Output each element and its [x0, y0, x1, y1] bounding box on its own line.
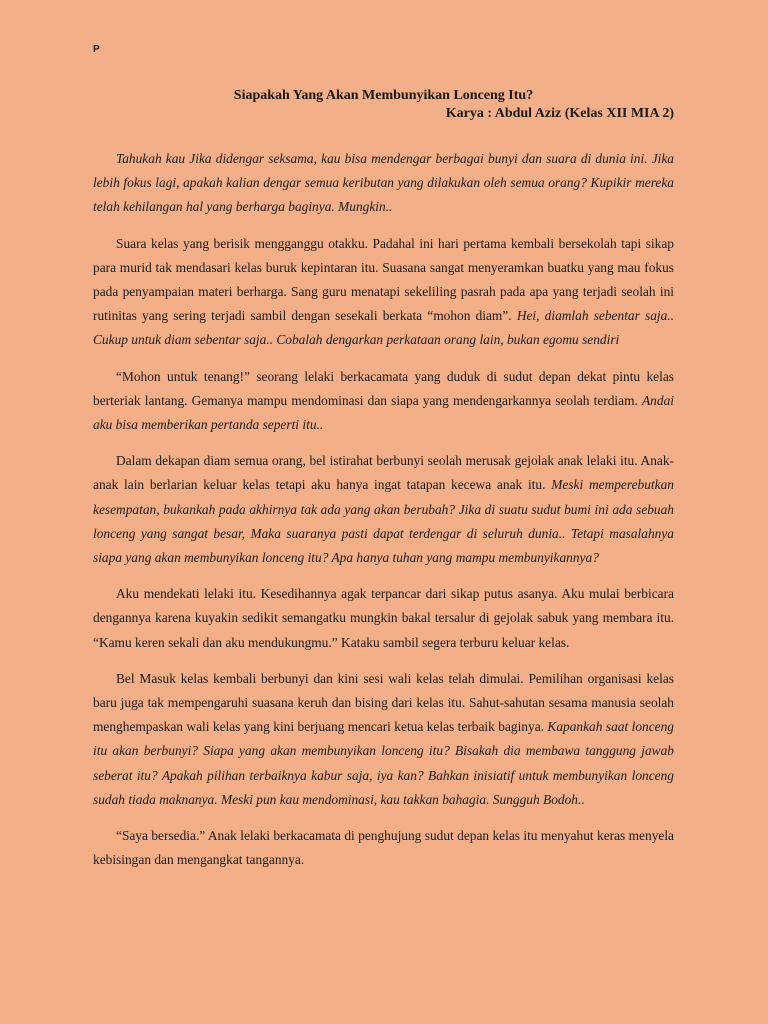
page-marker: P — [93, 44, 100, 55]
paragraph-2-italic: Hei, diamlah sebentar saja.. Cukup untuk diam sebentar saja.. Cobalah dengarkan perkataan orang lain, bukan egomu sendiri — [93, 308, 674, 348]
paragraph-3-text: “Mohon untuk tenang!” seorang lelaki berkacamata yang duduk di sudut depan dekat pintu kelas berteriak lantang. Gemanya mampu mendominasi dan siapa yang mendengarkannya seolah terdiam. — [93, 368, 674, 408]
document-page — [93, 0, 674, 1024]
story-title: Siapakah Yang Akan Membunyikan Lonceng Itu? — [233, 88, 534, 103]
paragraph-4-italic: Meski memperebutkan kesempatan, bukankah pada akhirnya tak ada yang akan berubah? Jika di suatu sudut bumi ini ada sebuah lonceng yang sangat besar, Maka suaranya pasti dapat terdengar di seluruh dunia.. Tetapi masalahnya siapa yang akan membunyikan lonceng itu? Apa hanya tuhan yang mampu membunyikannya? — [93, 477, 674, 566]
paragraph-4 — [93, 449, 674, 570]
paragraph-2 — [93, 232, 674, 353]
paragraph-2-text: Suara kelas yang berisik mengganggu otakku. Padahal ini hari pertama kembali bersekolah tapi sikap para murid tak mendasari kelas buruk kepintaran itu. Suasana sangat menyeramkan buatku yang mau fokus pada penyampaian materi berharga. Sang guru menatapi sekeliling pasrah pada apa yang terjadi seolah ini rutinitas yang sering terjadi sambil dengan sesekali berkata “mohon diam”. — [93, 235, 674, 324]
paragraph-4-text: Dalam dekapan diam semua orang, bel istirahat berbunyi seolah merusak gejolak anak lelaki itu. Anak-anak lain berlarian keluar kelas tetapi aku hanya ingat tatapan kecewa anak itu. — [93, 453, 674, 493]
paragraph-6-text: Bel Masuk kelas kembali berbunyi dan kini sesi wali kelas telah dimulai. Pemilihan organisasi kelas baru juga tak mempengaruhi suasana keruh dan bising dari kelas itu. Sahut-sahutan sesama manusia seolah menghempaskan wali kelas yang kini berjuang mencari ketua kelas terbaik baginya. — [93, 670, 674, 735]
paragraph-1 — [93, 147, 674, 220]
paragraph-7 — [93, 824, 674, 872]
story-body — [93, 147, 674, 884]
paragraph-1-italic: Tahukah kau Jika didengar seksama, kau bisa mendengar berbagai bunyi dan suara di dunia ini. Jika lebih fokus lagi, apakah kalian dengar semua keributan yang dilakukan oleh semua orang? Kupikir mereka telah kehilangan hal yang berharga baginya. Mungkin.. — [93, 151, 674, 215]
paragraph-7-text: “Saya bersedia.” Anak lelaki berkacamata di penghujung sudut depan kelas itu menyahut keras menyela kebisingan dan mengangkat tangannya. — [93, 828, 674, 868]
paragraph-5-text: Aku mendekati lelaki itu. Kesedihannya agak terpancar dari sikap putus asanya. Aku mulai berbicara dengannya karena kuyakin sedikit semangatku mungkin bakal tersalur di gejolak sabuk yang membara itu. “Kamu keren sekali dan aku mendukungmu.” Kataku sambil segera terburu keluar kelas. — [93, 586, 674, 650]
paragraph-3-italic: Andai aku bisa memberikan pertanda seperti itu.. — [93, 392, 674, 433]
paragraph-3 — [93, 365, 674, 438]
paragraph-5 — [93, 582, 674, 655]
paragraph-6-italic: Kapankah saat lonceng itu akan berbunyi? Siapa yang akan membunyikan lonceng itu? Bisakah dia membawa tanggung jawab seberat itu? Apakah pilihan terbaiknya kabur saja, iya kan? Bahkan inisiatif untuk membunyikan lonceng sudah tiada maknanya. Meski pun kau mendominasi, kau takkan bahagia. Sungguh Bodoh.. — [93, 719, 674, 807]
paragraph-6 — [93, 667, 674, 812]
story-author: Karya : Abdul Aziz (Kelas XII MIA 2) — [445, 106, 674, 121]
